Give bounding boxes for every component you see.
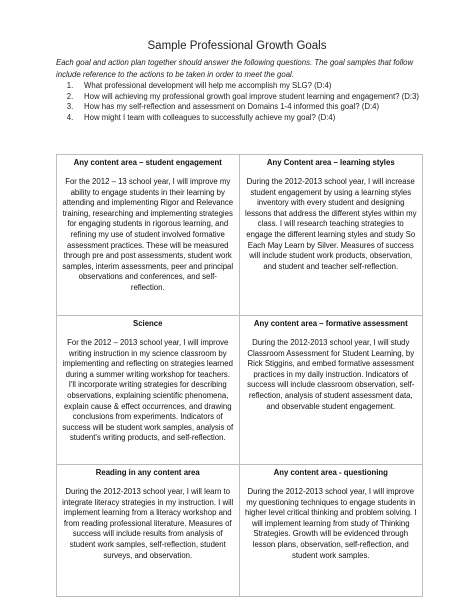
question-text: How will achieving my professional growth goal improve student learning and engagement? (D:3) [84, 91, 420, 101]
goal-title: Science [133, 319, 163, 328]
question-text: How might I team with colleagues to successfully achieve my goal? (D:4) [84, 112, 336, 122]
question-item [56, 113, 436, 124]
goal-description: During the 2012-2013 school year, I will learn to integrate literacy strategies in my instruction. I will implement learning from a literacy workshop and from reading professional literature. Measures of success will include results from analysis of student work samples, self-reflection, student surveys, and observation. [62, 487, 234, 560]
question-item [56, 81, 436, 92]
document-title: Sample Professional Growth Goals [147, 40, 327, 52]
goal-cell [57, 155, 240, 316]
question-item [56, 92, 436, 103]
goal-title: Any content area – student engagement [73, 158, 222, 167]
goal-cell [240, 155, 423, 316]
goal-description: For the 2012 – 13 school year, I will improve my ability to engage students in their learning by attending and implementing Rigor and Relevance training, researching and implementing strategies for engaging students in rigorous learning, and refining my use of student involved formative assessment practices. These will be measured through pre and post assessments, student work samples, interim assessments, peer and principal observations and conferences, and self-reflection. [62, 177, 234, 292]
goal-description: For the 2012 – 2013 school year, I will improve writing instruction in my science classroom by implementing and reflecting on strategies learned during a summer writing workshop for teachers. I'll incorporate writing strategies for describing observations, explaining scientific phenomena, explain cause & effect occurrences, and drawing conclusions from experiments. Indicators of success will be student work samples, analysis of student's writing products, and self-reflection. [62, 338, 234, 443]
goal-title: Reading in any content area [95, 468, 200, 477]
question-list [56, 81, 436, 123]
question-number: 4. [66, 112, 74, 122]
goal-title: Any content area – formative assessment [253, 319, 408, 328]
goal-cell [240, 316, 423, 465]
goal-cell [240, 465, 423, 596]
goal-description: During the 2012-2013 school year, I will improve my questioning techniques to engage students in higher level critical thinking and problem solving. I will implement learning from study of Thinking Strategies. Growth will be evidenced through lesson plans, observation, self-reflection, and student work samples. [244, 487, 417, 560]
goal-description: During the 2012-2013 school year, I will study Classroom Assessment for Student Learning, by Rick Stiggins, and embed formative assessment practices in my daily instruction. Indicators of success will include classroom observation, self-reflection, analysis of student assessment data, and observable student engagement. [247, 338, 415, 411]
question-number: 3. [66, 102, 74, 112]
question-number: 2. [66, 91, 74, 101]
intro-paragraph: Each goal and action plan together should answer the following questions. The goal samples that follow include reference to the actions to be taken in order to meet the goal. [56, 58, 414, 79]
question-item [56, 102, 436, 113]
question-text: How has my self-reflection and assessment on Domains 1-4 informed this goal? (D:4) [84, 102, 380, 112]
goal-cell [57, 316, 240, 465]
goals-table [56, 154, 423, 597]
goal-description: During the 2012-2013 school year, I will increase student engagement by using a learning styles inventory with every student and designing lessons that address the different styles within my class. I will research teaching strategies to engage the different learning styles and study So Each May Learn by Silver. Measures of success will include student work products, observation, and student and teacher self-reflection. [245, 177, 417, 271]
goal-cell [57, 465, 240, 596]
question-number: 1. [66, 81, 74, 90]
goal-title: Any Content area – learning styles [266, 158, 395, 167]
question-text: What professional development will help me accomplish my SLG? (D:4) [84, 81, 332, 90]
goal-title: Any content area - questioning [273, 468, 388, 477]
